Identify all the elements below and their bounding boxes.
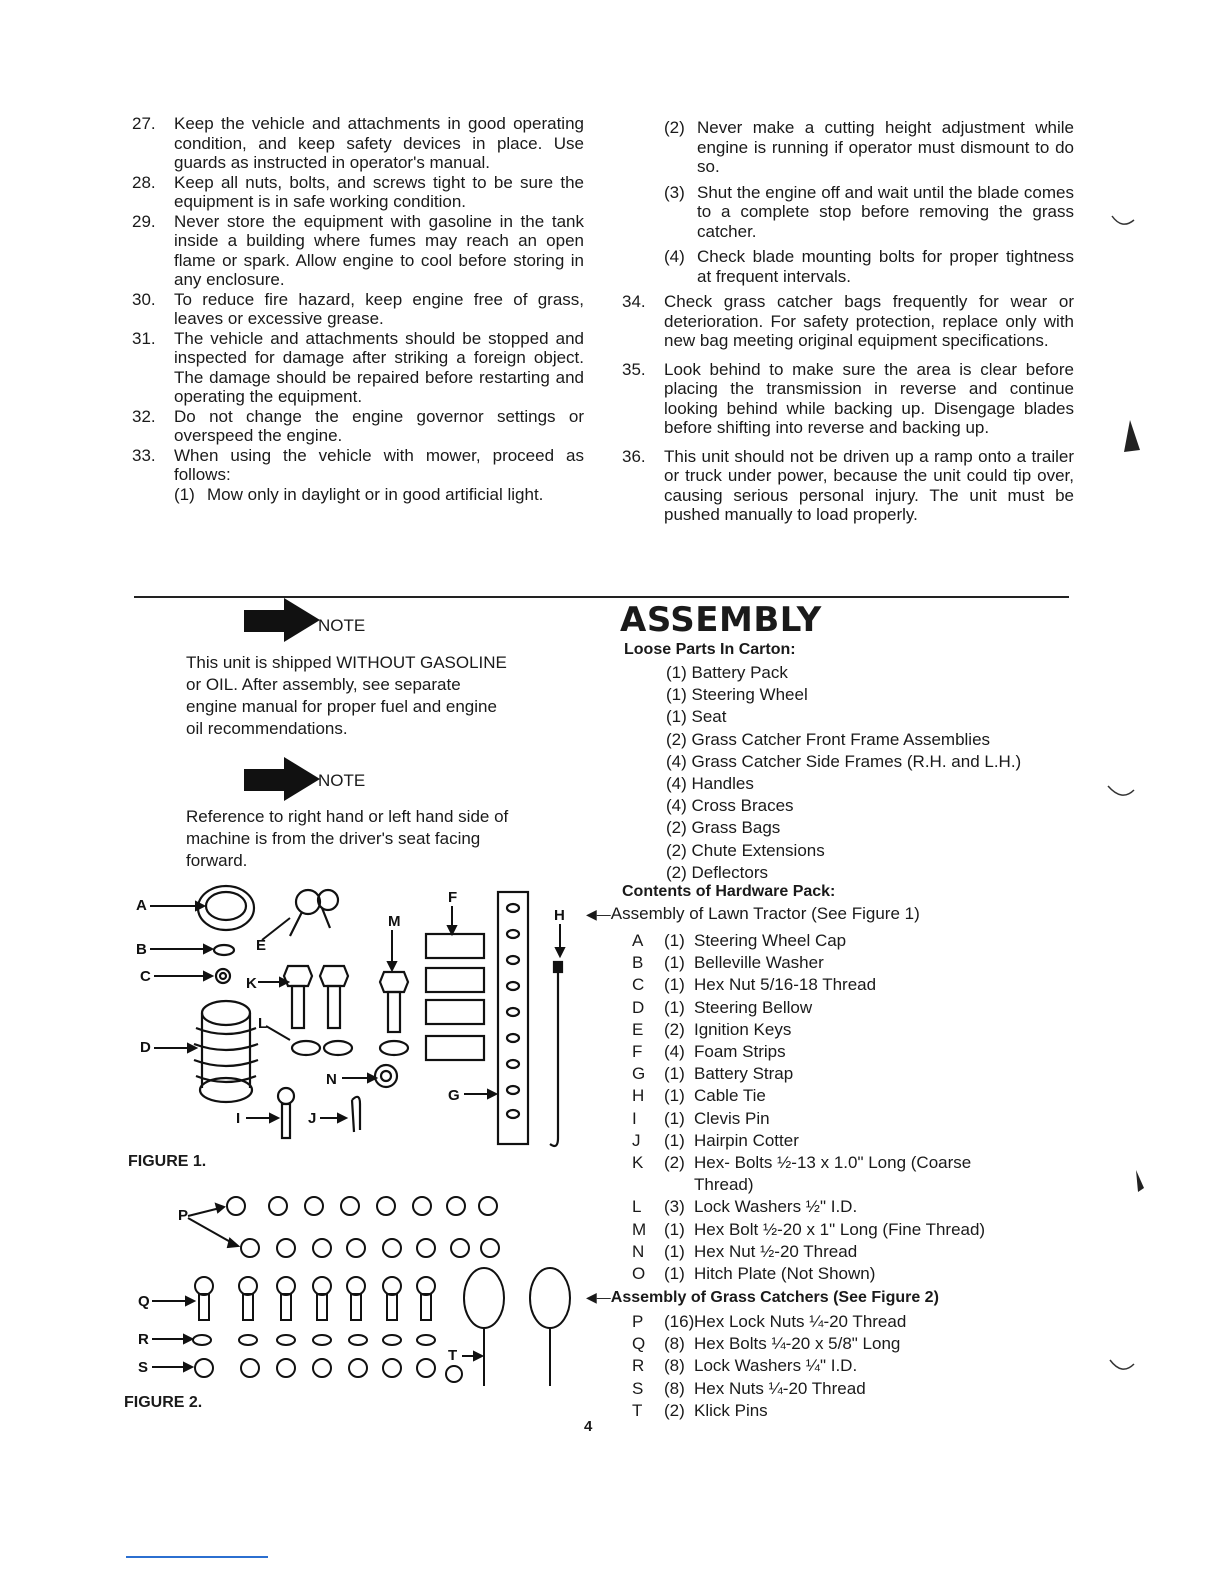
hardware-list bbox=[632, 930, 1072, 1285]
list-item: (4) Grass Catcher Side Frames (R.H. and L.H.) bbox=[666, 751, 1022, 771]
safety-rules-left bbox=[132, 114, 584, 508]
list-item: D (1) Steering Bellow bbox=[632, 997, 813, 1017]
hardware-heading: Contents of Hardware Pack: bbox=[622, 883, 836, 900]
rule-subitem: (1) Mow only in daylight or in good artificial light. bbox=[174, 484, 544, 504]
page-number: 4 bbox=[584, 1418, 593, 1435]
fig-label: D bbox=[140, 1039, 151, 1056]
fig-label: N bbox=[326, 1071, 337, 1088]
arrow-right-icon bbox=[244, 757, 322, 801]
fig-label: F bbox=[448, 889, 458, 906]
list-item: M (1) Hex Bolt ½-20 x 1" Long (Fine Thread) bbox=[632, 1219, 986, 1239]
rule-item: 35. Look behind to make sure the area is clear before placing the transmission in reverse and continue looking behind while backing up. Disengage blades before shifting into reverse and backing up. bbox=[622, 359, 1074, 437]
rule-subitem: (2) Never make a cutting height adjustment while engine is running if operator must dismount to do so. bbox=[664, 118, 1074, 176]
fig-label: J bbox=[308, 1110, 317, 1127]
list-item: S (8) Hex Nuts ¼-20 Thread bbox=[632, 1378, 866, 1398]
list-item-continuation: Thread) bbox=[694, 1175, 754, 1195]
rule-item: 30. To reduce fire hazard, keep engine free of grass, leaves or excessive grease. bbox=[132, 289, 584, 328]
list-item: J (1) Hairpin Cotter bbox=[632, 1130, 799, 1150]
list-item: (1) Battery Pack bbox=[666, 663, 788, 682]
list-item: F (4) Foam Strips bbox=[632, 1042, 786, 1062]
rule-item: 31. The vehicle and attachments should be stopped and inspected for damage after striking a foreign object. The damage should be repaired before restarting and operating the equipment. bbox=[132, 328, 584, 406]
figure-caption: FIGURE 2. bbox=[124, 1394, 203, 1411]
fig-label: M bbox=[388, 913, 401, 930]
fig-label: Q bbox=[138, 1293, 150, 1310]
note-text: Reference to right hand or left hand side of machine is from the driver's seat facing forward. bbox=[186, 807, 509, 870]
list-item: T (2) Klick Pins bbox=[632, 1400, 768, 1420]
list-item: O (1) Hitch Plate (Not Shown) bbox=[632, 1264, 876, 1284]
scan-marks bbox=[1100, 180, 1160, 1400]
fig-label: L bbox=[258, 1015, 268, 1032]
fig-label: A bbox=[136, 897, 147, 914]
list-item: Q (8) Hex Bolts ¼-20 x 5/8" Long bbox=[632, 1334, 901, 1354]
list-item: (4) Handles bbox=[666, 774, 754, 794]
list-item: (2) Chute Extensions bbox=[666, 840, 825, 860]
rule-item: 34. Check grass catcher bags frequently for wear or deterioration. For safety protection, replace only with new bag meeting original equipment specifications. bbox=[622, 292, 1074, 350]
arrow-right-icon bbox=[244, 598, 322, 642]
note-text: This unit is shipped WITHOUT GASOLINE or OIL. After assembly, see separate engine manual for proper fuel and engine oil recommendations. bbox=[186, 653, 507, 738]
figure-1-hardware-illustration bbox=[130, 878, 580, 1160]
loose-parts-list bbox=[666, 662, 1021, 884]
section-title: ASSEMBLY bbox=[620, 600, 822, 640]
list-item: (2) Deflectors bbox=[666, 862, 769, 882]
group-heading: ◀—Assembly of Lawn Tractor (See Figure 1) bbox=[586, 904, 920, 923]
list-item: N (1) Hex Nut ½-20 Thread bbox=[632, 1241, 858, 1261]
fig-label: S bbox=[138, 1359, 149, 1376]
footer-rule bbox=[126, 1556, 268, 1558]
list-item: L (3) Lock Washers ½" I.D. bbox=[632, 1197, 858, 1217]
rule-subitem: (3) Shut the engine off and wait until the blade comes to a complete stop before removing the grass catcher. bbox=[664, 182, 1074, 241]
rule-item: 36. This unit should not be driven up a ramp onto a trailer or truck under power, because the unit could tip over, causing serious personal injury. The unit must be pushed manually to load properly. bbox=[622, 446, 1074, 524]
rule-item: 33. When using the vehicle with mower, proceed as follows: bbox=[132, 445, 584, 484]
note-heading: NOTE bbox=[244, 757, 365, 801]
fig-label: I bbox=[236, 1110, 241, 1127]
fig-label: G bbox=[448, 1087, 460, 1104]
fig-label: C bbox=[140, 968, 151, 985]
fig-label: B bbox=[136, 941, 147, 958]
loose-parts-heading: Loose Parts In Carton: bbox=[624, 641, 796, 658]
fig-label: R bbox=[138, 1331, 149, 1348]
fig-label: P bbox=[178, 1207, 189, 1224]
list-item: B (1) Belleville Washer bbox=[632, 953, 824, 973]
fig-label: H bbox=[554, 907, 565, 924]
list-item: C (1) Hex Nut 5/16-18 Thread bbox=[632, 975, 877, 995]
fig-label: E bbox=[256, 937, 267, 954]
list-item: I (1) Clevis Pin bbox=[632, 1108, 770, 1128]
list-item: (1) Seat bbox=[666, 707, 727, 727]
list-item: (2) Grass Bags bbox=[666, 818, 781, 838]
rule-subitem: (4) Check blade mounting bolts for proper tightness at frequent intervals. bbox=[664, 247, 1074, 286]
list-item: G (1) Battery Strap bbox=[632, 1064, 794, 1084]
rule-item: 28. Keep all nuts, bolts, and screws tight to be sure the equipment is in safe working condition. bbox=[132, 172, 584, 211]
list-item: P (16)Hex Lock Nuts ¼-20 Thread bbox=[632, 1312, 907, 1331]
group-heading: ◀—Assembly of Grass Catchers (See Figure 2) bbox=[586, 1289, 939, 1306]
safety-rules-right bbox=[622, 118, 1074, 534]
rule-item: 27. Keep the vehicle and attachments in good operating condition, and keep safety devices in place. Use guards as instructed in operator's manual. bbox=[132, 114, 584, 172]
list-item: (2) Grass Catcher Front Frame Assemblies bbox=[666, 729, 991, 749]
figure-caption: FIGURE 1. bbox=[128, 1153, 207, 1170]
fig-label: K bbox=[246, 975, 257, 992]
list-item: (4) Cross Braces bbox=[666, 796, 794, 816]
rule-item: 29. Never store the equipment with gasoline in the tank inside a building where fumes may reach an open flame or spark. Allow engine to cool before storing in any enclosure. bbox=[132, 211, 584, 289]
rule-item: 32. Do not change the engine governor settings or overspeed the engine. bbox=[132, 406, 584, 445]
list-item: (1) Steering Wheel bbox=[666, 685, 808, 705]
fig-label: T bbox=[448, 1347, 458, 1364]
list-item: R (8) Lock Washers ¼" I.D. bbox=[632, 1356, 858, 1376]
list-item: H (1) Cable Tie bbox=[632, 1086, 766, 1106]
hardware-list bbox=[632, 1311, 906, 1422]
list-item: A (1) Steering Wheel Cap bbox=[632, 931, 847, 950]
figure-2-hardware-illustration bbox=[130, 1186, 590, 1400]
list-item: K (2) Hex- Bolts ½-13 x 1.0" Long (Coarse bbox=[632, 1153, 972, 1173]
note-heading: NOTE bbox=[244, 598, 365, 642]
list-item: E (2) Ignition Keys bbox=[632, 1019, 792, 1039]
